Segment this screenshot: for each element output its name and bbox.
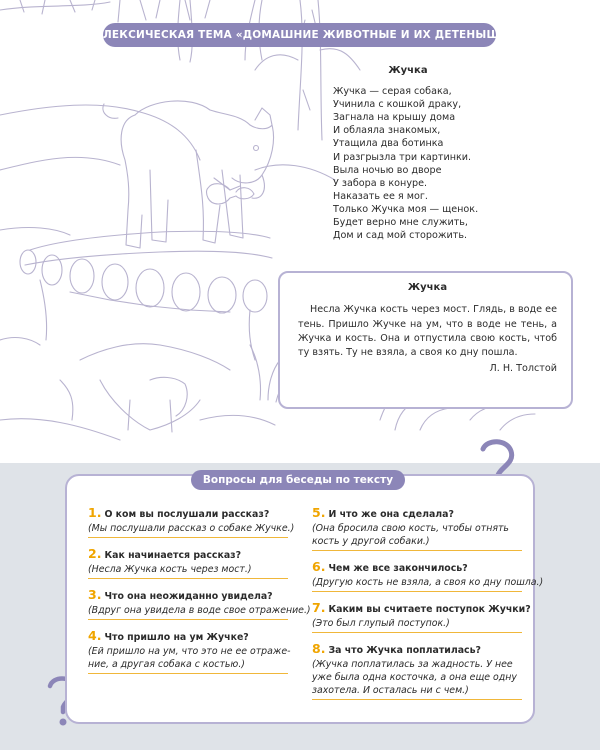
question-item xyxy=(312,506,522,551)
story-box xyxy=(278,271,573,409)
poem-line: Выла ночью во дворе xyxy=(333,164,442,176)
poem-title: Жучка xyxy=(388,65,428,76)
poem-line: Утащила два ботинка xyxy=(333,138,444,150)
poem-line: У забора в конуре. xyxy=(333,177,428,189)
question-number: 7. xyxy=(312,600,326,615)
answer-line: (Ей пришло на ум, что это не ее отраже- xyxy=(88,646,291,657)
question-text: Что она неожиданно увидела? xyxy=(104,591,273,602)
question-text: Что пришло на ум Жучке? xyxy=(104,632,249,643)
answer-line: (Несла Жучка кость через мост.) xyxy=(88,564,252,575)
question-number: 6. xyxy=(312,559,326,574)
question-number: 5. xyxy=(312,505,326,520)
poem-line: И облаяла знакомых, xyxy=(333,125,441,137)
answer-text xyxy=(312,658,522,700)
answer-text xyxy=(88,645,291,674)
story-author: Л. Н. Толстой xyxy=(489,363,557,375)
question-text: И что же она сделала? xyxy=(328,509,454,520)
poem-line: Дом и сад мой сторожить. xyxy=(333,230,468,242)
poem xyxy=(333,64,483,242)
question-item xyxy=(88,547,288,579)
question-text: Каким вы считаете поступок Жучки? xyxy=(328,604,531,615)
answer-line: (Это был глупый поступок.) xyxy=(312,618,450,629)
question-item xyxy=(88,628,291,674)
answer-text xyxy=(312,617,522,633)
story-text: Несла Жучка кость через мост. Глядь, в воде ее тень. Пришло Жучке на ум, что в воде не тень, а Жучка и кость. Она и отпустила свою кость, чтоб ту взять. Ту не взяла, а своя ко дну пошла. xyxy=(298,304,557,359)
poem-line: И разгрызла три картинки. xyxy=(333,151,472,163)
question-number: 1. xyxy=(88,505,102,520)
poem-line: Учинила с кошкой драку, xyxy=(333,99,462,111)
question-text: Чем же все закончилось? xyxy=(328,563,468,574)
question-number: 2. xyxy=(88,546,102,561)
poem-line: Наказать ее я мог. xyxy=(333,190,428,202)
topic-banner: ЛЕКСИЧЕСКАЯ ТЕМА «ДОМАШНИЕ ЖИВОТНЫЕ И ИХ ДЕТЕНЫШИ» xyxy=(103,23,496,47)
question-number: 8. xyxy=(312,641,326,656)
poem-line: Только Жучка моя — щенок. xyxy=(333,203,479,215)
question-item xyxy=(312,642,522,700)
answer-line: ние, а другая собака с костью.) xyxy=(88,659,245,670)
answer-text xyxy=(312,522,522,551)
answer-line: (Вдруг она увидела в воде свое отражение.) xyxy=(88,605,311,616)
answer-line: (Жучка поплатилась за жадность. У нее xyxy=(312,659,513,670)
answer-line: (Она бросила свою кость, чтобы отнять xyxy=(312,523,509,534)
story-title: Жучка xyxy=(407,282,448,293)
poem-line: Жучка — серая собака, xyxy=(333,86,452,98)
poem-line: Загнала на крышу дома xyxy=(333,112,456,124)
question-item xyxy=(88,587,311,620)
answer-line: уже была одна косточка, а она еще одну xyxy=(312,672,517,683)
answer-text xyxy=(88,563,288,579)
question-number: 3. xyxy=(88,587,102,602)
questions-header: Вопросы для беседы по тексту xyxy=(191,470,405,490)
answer-line: кость у другой собаки.) xyxy=(312,536,430,547)
question-text: Как начинается рассказ? xyxy=(104,550,242,561)
answer-text xyxy=(88,522,295,538)
question-text: О ком вы послушали рассказ? xyxy=(104,509,270,520)
question-text: За что Жучка поплатилась? xyxy=(328,645,481,656)
answer-line: захотела. И осталась ни с чем.) xyxy=(312,685,469,696)
poem-line: Будет верно мне служить, xyxy=(333,217,468,229)
answer-line: (Другую кость не взяла, а своя ко дну пошла.) xyxy=(312,577,544,588)
question-item xyxy=(312,600,531,633)
question-number: 4. xyxy=(88,628,102,643)
questions-column-right xyxy=(312,505,544,709)
question-item xyxy=(312,559,544,592)
question-item xyxy=(88,505,295,538)
answer-text xyxy=(88,604,311,620)
answer-line: (Мы послушали рассказ о собаке Жучке.) xyxy=(88,523,295,534)
questions-column-left xyxy=(88,505,311,683)
answer-text xyxy=(312,576,544,592)
